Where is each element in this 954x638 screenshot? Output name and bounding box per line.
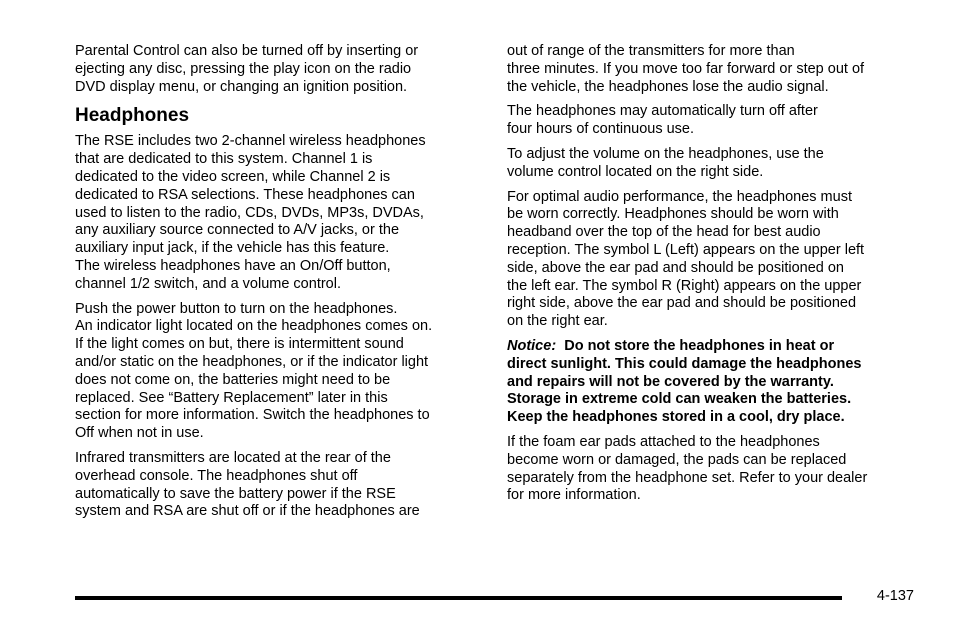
text-line: DVD display menu, or changing an ignition position. xyxy=(75,78,408,95)
text-line: does not come on, the batteries might need to be xyxy=(75,371,391,388)
ear-pads-paragraph xyxy=(507,434,917,505)
text-line: used to listen to the radio, CDs, DVDs, MP3s, DVDAs, xyxy=(75,204,424,221)
notice-text: Do not store the headphones in heat or xyxy=(564,337,835,354)
text-line: dedicated to the video screen, while Channel 2 is xyxy=(75,168,391,185)
text-line: for more information. xyxy=(507,487,641,504)
infrared-paragraph xyxy=(75,450,483,521)
text-line: and/or static on the headphones, or if the indicator light xyxy=(75,353,429,370)
page-number: 4-137 xyxy=(876,588,914,604)
text-line: separately from the headphone set. Refer to your dealer xyxy=(507,469,868,486)
text-line: The headphones may automatically turn off after xyxy=(507,103,818,120)
intro-paragraph xyxy=(75,43,483,96)
notice-label: Notice: xyxy=(507,337,557,354)
text-line: The RSE includes two 2-channel wireless headphones xyxy=(75,133,426,150)
section-heading: Headphones xyxy=(75,105,190,127)
text-line: Storage in extreme cold can weaken the batteries. xyxy=(507,391,852,408)
text-line: the vehicle, the headphones lose the audio signal. xyxy=(507,78,829,95)
text-line: replaced. See “Battery Replacement” later in this xyxy=(75,389,388,406)
left-column xyxy=(75,43,483,528)
text-line: Infrared transmitters are located at the rear of the xyxy=(75,449,391,466)
text-line: If the foam ear pads attached to the headphones xyxy=(507,433,820,450)
auto-off-paragraph xyxy=(507,103,917,139)
text-line: ejecting any disc, pressing the play icon on the radio xyxy=(75,60,412,77)
notice-paragraph xyxy=(507,338,917,427)
text-line: An indicator light located on the headphones comes on. xyxy=(75,318,433,335)
text-line: system and RSA are shut off or if the headphones are xyxy=(75,503,420,520)
footer-rule xyxy=(75,596,842,600)
text-line: To adjust the volume on the headphones, use the xyxy=(507,145,824,162)
text-line: the left ear. The symbol R (Right) appears on the upper xyxy=(507,277,862,294)
text-line: Keep the headphones stored in a cool, dry place. xyxy=(507,409,845,426)
text-line: Push the power button to turn on the headphones. xyxy=(75,300,398,317)
text-line: three minutes. If you move too far forward or step out of xyxy=(507,60,865,77)
text-line: section for more information. Switch the headphones to xyxy=(75,407,430,424)
text-line: on the right ear. xyxy=(507,313,608,330)
text-line: that are dedicated to this system. Channel 1 is xyxy=(75,151,373,168)
text-line: right side, above the ear pad and should be positioned xyxy=(507,295,857,312)
headphones-overview-paragraph xyxy=(75,133,483,293)
text-line: direct sunlight. This could damage the headphones xyxy=(507,355,862,372)
right-column xyxy=(507,43,917,512)
text-line: If the light comes on but, there is intermittent sound xyxy=(75,336,404,353)
text-line: be worn correctly. Headphones should be worn with xyxy=(507,206,839,223)
text-line: reception. The symbol L (Left) appears on the upper left xyxy=(507,241,865,258)
range-paragraph xyxy=(507,43,917,96)
text-line: become worn or damaged, the pads can be replaced xyxy=(507,451,847,468)
volume-paragraph xyxy=(507,146,917,182)
wearing-paragraph xyxy=(507,189,917,331)
text-line: auxiliary input jack, if the vehicle has this feature. xyxy=(75,240,390,257)
text-line: Off when not in use. xyxy=(75,425,204,442)
text-line: volume control located on the right side. xyxy=(507,163,764,180)
text-line: dedicated to RSA selections. These headphones can xyxy=(75,186,415,203)
text-line: four hours of continuous use. xyxy=(507,121,695,138)
text-line: The wireless headphones have an On/Off button, xyxy=(75,257,391,274)
text-line: channel 1/2 switch, and a volume control. xyxy=(75,275,341,292)
text-line: For optimal audio performance, the headphones must xyxy=(507,188,852,205)
power-button-paragraph xyxy=(75,301,483,443)
text-line: overhead console. The headphones shut off xyxy=(75,467,358,484)
text-line: any auxiliary source connected to A/V jacks, or the xyxy=(75,222,400,239)
text-line: automatically to save the battery power if the RSE xyxy=(75,485,396,502)
notice-first-line xyxy=(507,338,917,356)
text-line: headband over the top of the head for best audio xyxy=(507,224,821,241)
text-line: side, above the ear pad and should be positioned on xyxy=(507,259,844,276)
text-line: Parental Control can also be turned off by inserting or xyxy=(75,43,419,59)
text-line: and repairs will not be covered by the warranty. xyxy=(507,373,834,390)
text-line: out of range of the transmitters for more than xyxy=(507,43,795,59)
